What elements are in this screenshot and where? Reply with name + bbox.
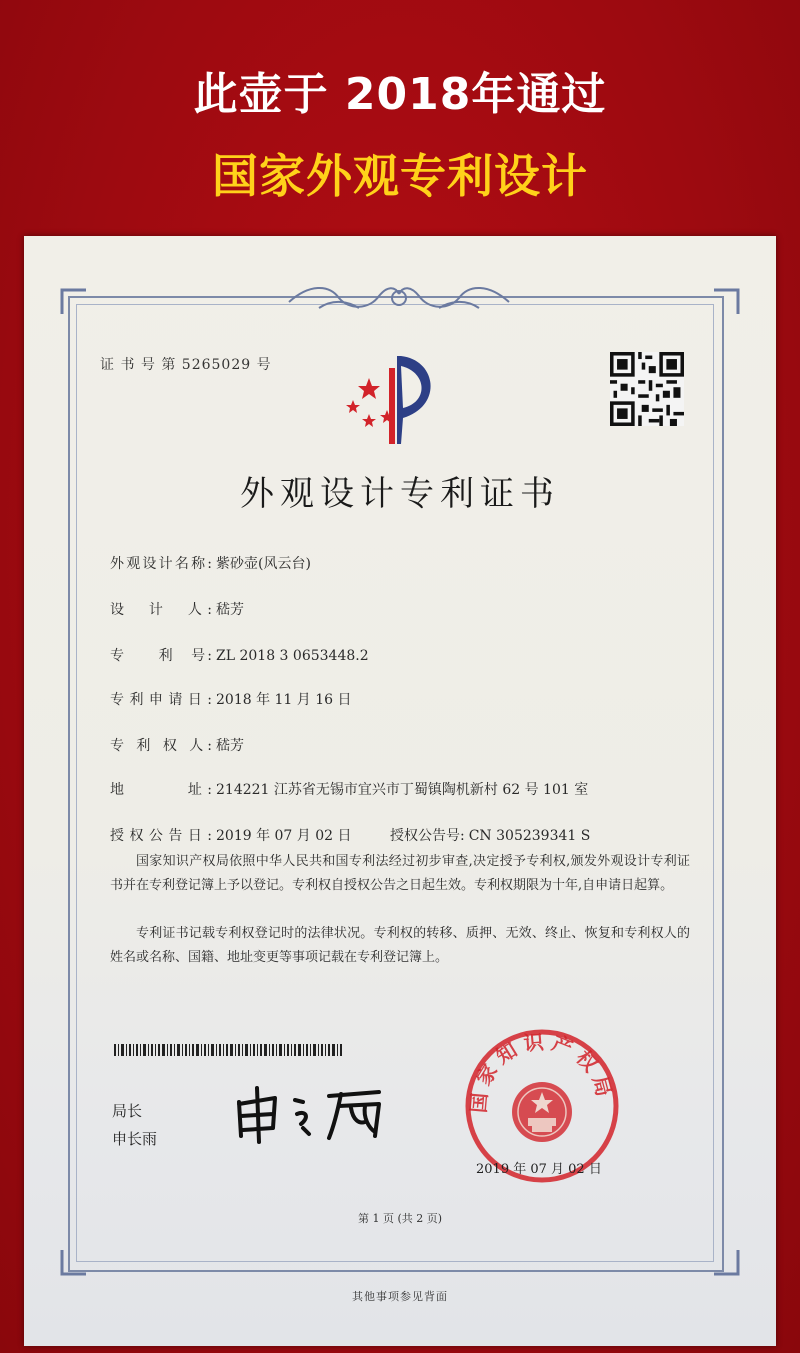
- director-name: 申长雨: [112, 1130, 158, 1148]
- field-designer: [110, 599, 244, 619]
- footer-note: 其他事项参见背面: [352, 1290, 448, 1303]
- field-value: CN 305239341 S: [468, 828, 591, 844]
- top-ornament-icon: [279, 280, 519, 316]
- field-value: 紫砂壶(风云台): [216, 556, 311, 572]
- field-label: 外观设计名称:: [110, 556, 212, 572]
- field-label: 专 利 权 人:: [110, 738, 212, 754]
- field-address: [110, 779, 588, 799]
- field-application-date: [110, 689, 352, 709]
- field-patent-number: [110, 645, 369, 665]
- field-value: 嵇芳: [216, 738, 244, 754]
- field-value: 2019 年 07 月 02 日: [216, 828, 352, 844]
- field-value: 2018 年 11 月 16 日: [216, 692, 352, 708]
- patent-office-logo-icon: [339, 348, 459, 448]
- certificate-title: 外观设计专利证书: [240, 474, 560, 514]
- field-label: 授权公告号:: [390, 828, 465, 844]
- director-signature-icon: [229, 1084, 399, 1144]
- corner-ornament-icon: [60, 288, 88, 316]
- corner-ornament-icon: [712, 288, 740, 316]
- field-value: ZL 2018 3 0653448.2: [216, 648, 369, 664]
- director-title: 局长: [112, 1102, 143, 1120]
- field-label: 授权公告日:: [110, 828, 212, 844]
- svg-text:国家知识产权局: 国家知识产权局: [466, 1029, 618, 1114]
- qr-code-icon: [610, 352, 684, 426]
- corner-ornament-icon: [712, 1248, 740, 1276]
- field-grant-date: [110, 825, 352, 845]
- field-label: 专利申请日:: [110, 692, 212, 708]
- certificate-paper: [24, 236, 776, 1346]
- seal-date: 2019 年 07 月 02 日: [476, 1162, 602, 1177]
- field-value: 214221 江苏省无锡市宜兴市丁蜀镇陶机新村 62 号 101 室: [216, 782, 589, 798]
- barcode-icon: [114, 1044, 344, 1056]
- certificate-paragraph-1: 国家知识产权局依照中华人民共和国专利法经过初步审查,决定授予专利权,颁发外观设计专利证书并在专利登记簿上予以登记。专利权自授权公告之日起生效。专利权期限为十年,自申请日起算。: [110, 854, 690, 893]
- field-patentee: [110, 735, 244, 755]
- field-label: 设 计 人:: [110, 602, 212, 618]
- field-grant-number: [390, 825, 590, 845]
- field-design-name: [110, 553, 311, 573]
- field-label: 专 利 号:: [110, 648, 212, 664]
- corner-ornament-icon: [60, 1248, 88, 1276]
- field-label: 地 址:: [110, 782, 212, 798]
- headline-line1: 此壶于 2018年通过: [193, 69, 607, 120]
- field-value: 嵇芳: [216, 602, 244, 618]
- certificate-number: 证 书 号 第 5265029 号: [100, 357, 272, 373]
- page-indicator: 第 1 页 (共 2 页): [357, 1212, 443, 1225]
- headline-line2: 国家外观专利设计: [212, 149, 588, 203]
- certificate-paragraph-2: 专利证书记载专利权登记时的法律状况。专利权的转移、质押、无效、终止、恢复和专利权人的姓名或名称、国籍、地址变更等事项记载在专利登记簿上。: [110, 926, 690, 965]
